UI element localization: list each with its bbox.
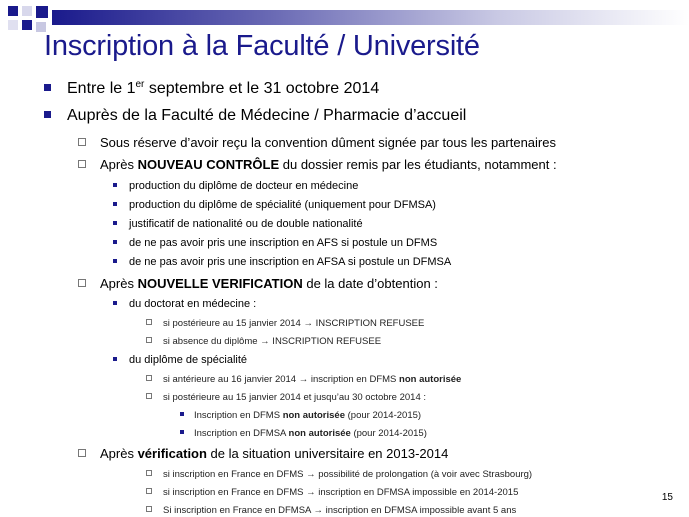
hollow-square-bullet-icon bbox=[146, 506, 152, 512]
hollow-square-bullet-icon bbox=[146, 393, 152, 399]
header-gradient-bar bbox=[52, 10, 689, 25]
hollow-square-bullet-icon bbox=[146, 337, 152, 343]
square-bullet-icon bbox=[44, 84, 51, 91]
deco-square bbox=[8, 6, 18, 16]
small-square-bullet-icon bbox=[113, 221, 117, 225]
small-square-bullet-icon bbox=[113, 240, 117, 244]
hollow-square-bullet-icon bbox=[78, 138, 86, 146]
list-item: Auprès de la Faculté de Médecine / Pharmacie d’accueil bbox=[44, 107, 466, 125]
hollow-square-bullet-icon bbox=[146, 470, 152, 476]
hollow-square-bullet-icon bbox=[78, 279, 86, 287]
list-item: si antérieure au 16 janvier 2014 → inscription en DFMS non autorisée bbox=[146, 374, 461, 385]
list-item: Si inscription en France en DFMSA → inscription en DFMSA impossible avant 5 ans bbox=[146, 505, 516, 516]
small-square-bullet-icon bbox=[113, 183, 117, 187]
list-item: Inscription en DFMS non autorisée (pour 2014-2015) bbox=[180, 410, 421, 421]
deco-square bbox=[22, 20, 32, 30]
small-square-bullet-icon bbox=[113, 202, 117, 206]
slide-title: Inscription à la Faculté / Université bbox=[44, 30, 480, 62]
list-item: si absence du diplôme → INSCRIPTION REFUSEE bbox=[146, 336, 381, 347]
list-item: de ne pas avoir pris une inscription en AFSA si postule un DFMSA bbox=[113, 256, 451, 268]
list-item: Après NOUVEAU CONTRÔLE du dossier remis par les étudiants, notamment : bbox=[78, 157, 557, 172]
list-item: production du diplôme de spécialité (uniquement pour DFMSA) bbox=[113, 199, 436, 211]
page-number: 15 bbox=[661, 492, 673, 503]
list-item: du diplôme de spécialité bbox=[113, 354, 247, 366]
hollow-square-bullet-icon bbox=[146, 319, 152, 325]
list-item: Après vérification de la situation universitaire en 2013-2014 bbox=[78, 446, 448, 461]
hollow-square-bullet-icon bbox=[146, 375, 152, 381]
list-item: de ne pas avoir pris une inscription en AFS si postule un DFMS bbox=[113, 237, 437, 249]
hollow-square-bullet-icon bbox=[78, 449, 86, 457]
small-square-bullet-icon bbox=[113, 301, 117, 305]
hollow-square-bullet-icon bbox=[146, 488, 152, 494]
tiny-square-bullet-icon bbox=[180, 412, 184, 416]
list-item: justificatif de nationalité ou de double nationalité bbox=[113, 218, 363, 230]
list-item: si postérieure au 15 janvier 2014 → INSCRIPTION REFUSEE bbox=[146, 318, 424, 329]
hollow-square-bullet-icon bbox=[78, 160, 86, 168]
small-square-bullet-icon bbox=[113, 357, 117, 361]
square-bullet-icon bbox=[44, 111, 51, 118]
deco-square bbox=[22, 6, 32, 16]
list-item: si inscription en France en DFMS → inscription en DFMSA impossible en 2014-2015 bbox=[146, 487, 518, 498]
small-square-bullet-icon bbox=[113, 259, 117, 263]
list-item: Après NOUVELLE VERIFICATION de la date d’obtention : bbox=[78, 276, 438, 291]
list-item: production du diplôme de docteur en médecine bbox=[113, 180, 358, 192]
list-item: Sous réserve d’avoir reçu la convention dûment signée par tous les partenaires bbox=[78, 135, 556, 150]
list-item: si postérieure au 15 janvier 2014 et jusqu’au 30 octobre 2014 : bbox=[146, 392, 426, 403]
list-item: si inscription en France en DFMS → possibilité de prolongation (à voir avec Strasbourg) bbox=[146, 469, 532, 480]
deco-square bbox=[36, 6, 48, 18]
list-item: Entre le 1er septembre et le 31 octobre 2014 bbox=[44, 80, 379, 98]
tiny-square-bullet-icon bbox=[180, 430, 184, 434]
list-item: du doctorat en médecine : bbox=[113, 298, 256, 310]
deco-square bbox=[8, 20, 18, 30]
list-item: Inscription en DFMSA non autorisée (pour 2014-2015) bbox=[180, 428, 427, 439]
